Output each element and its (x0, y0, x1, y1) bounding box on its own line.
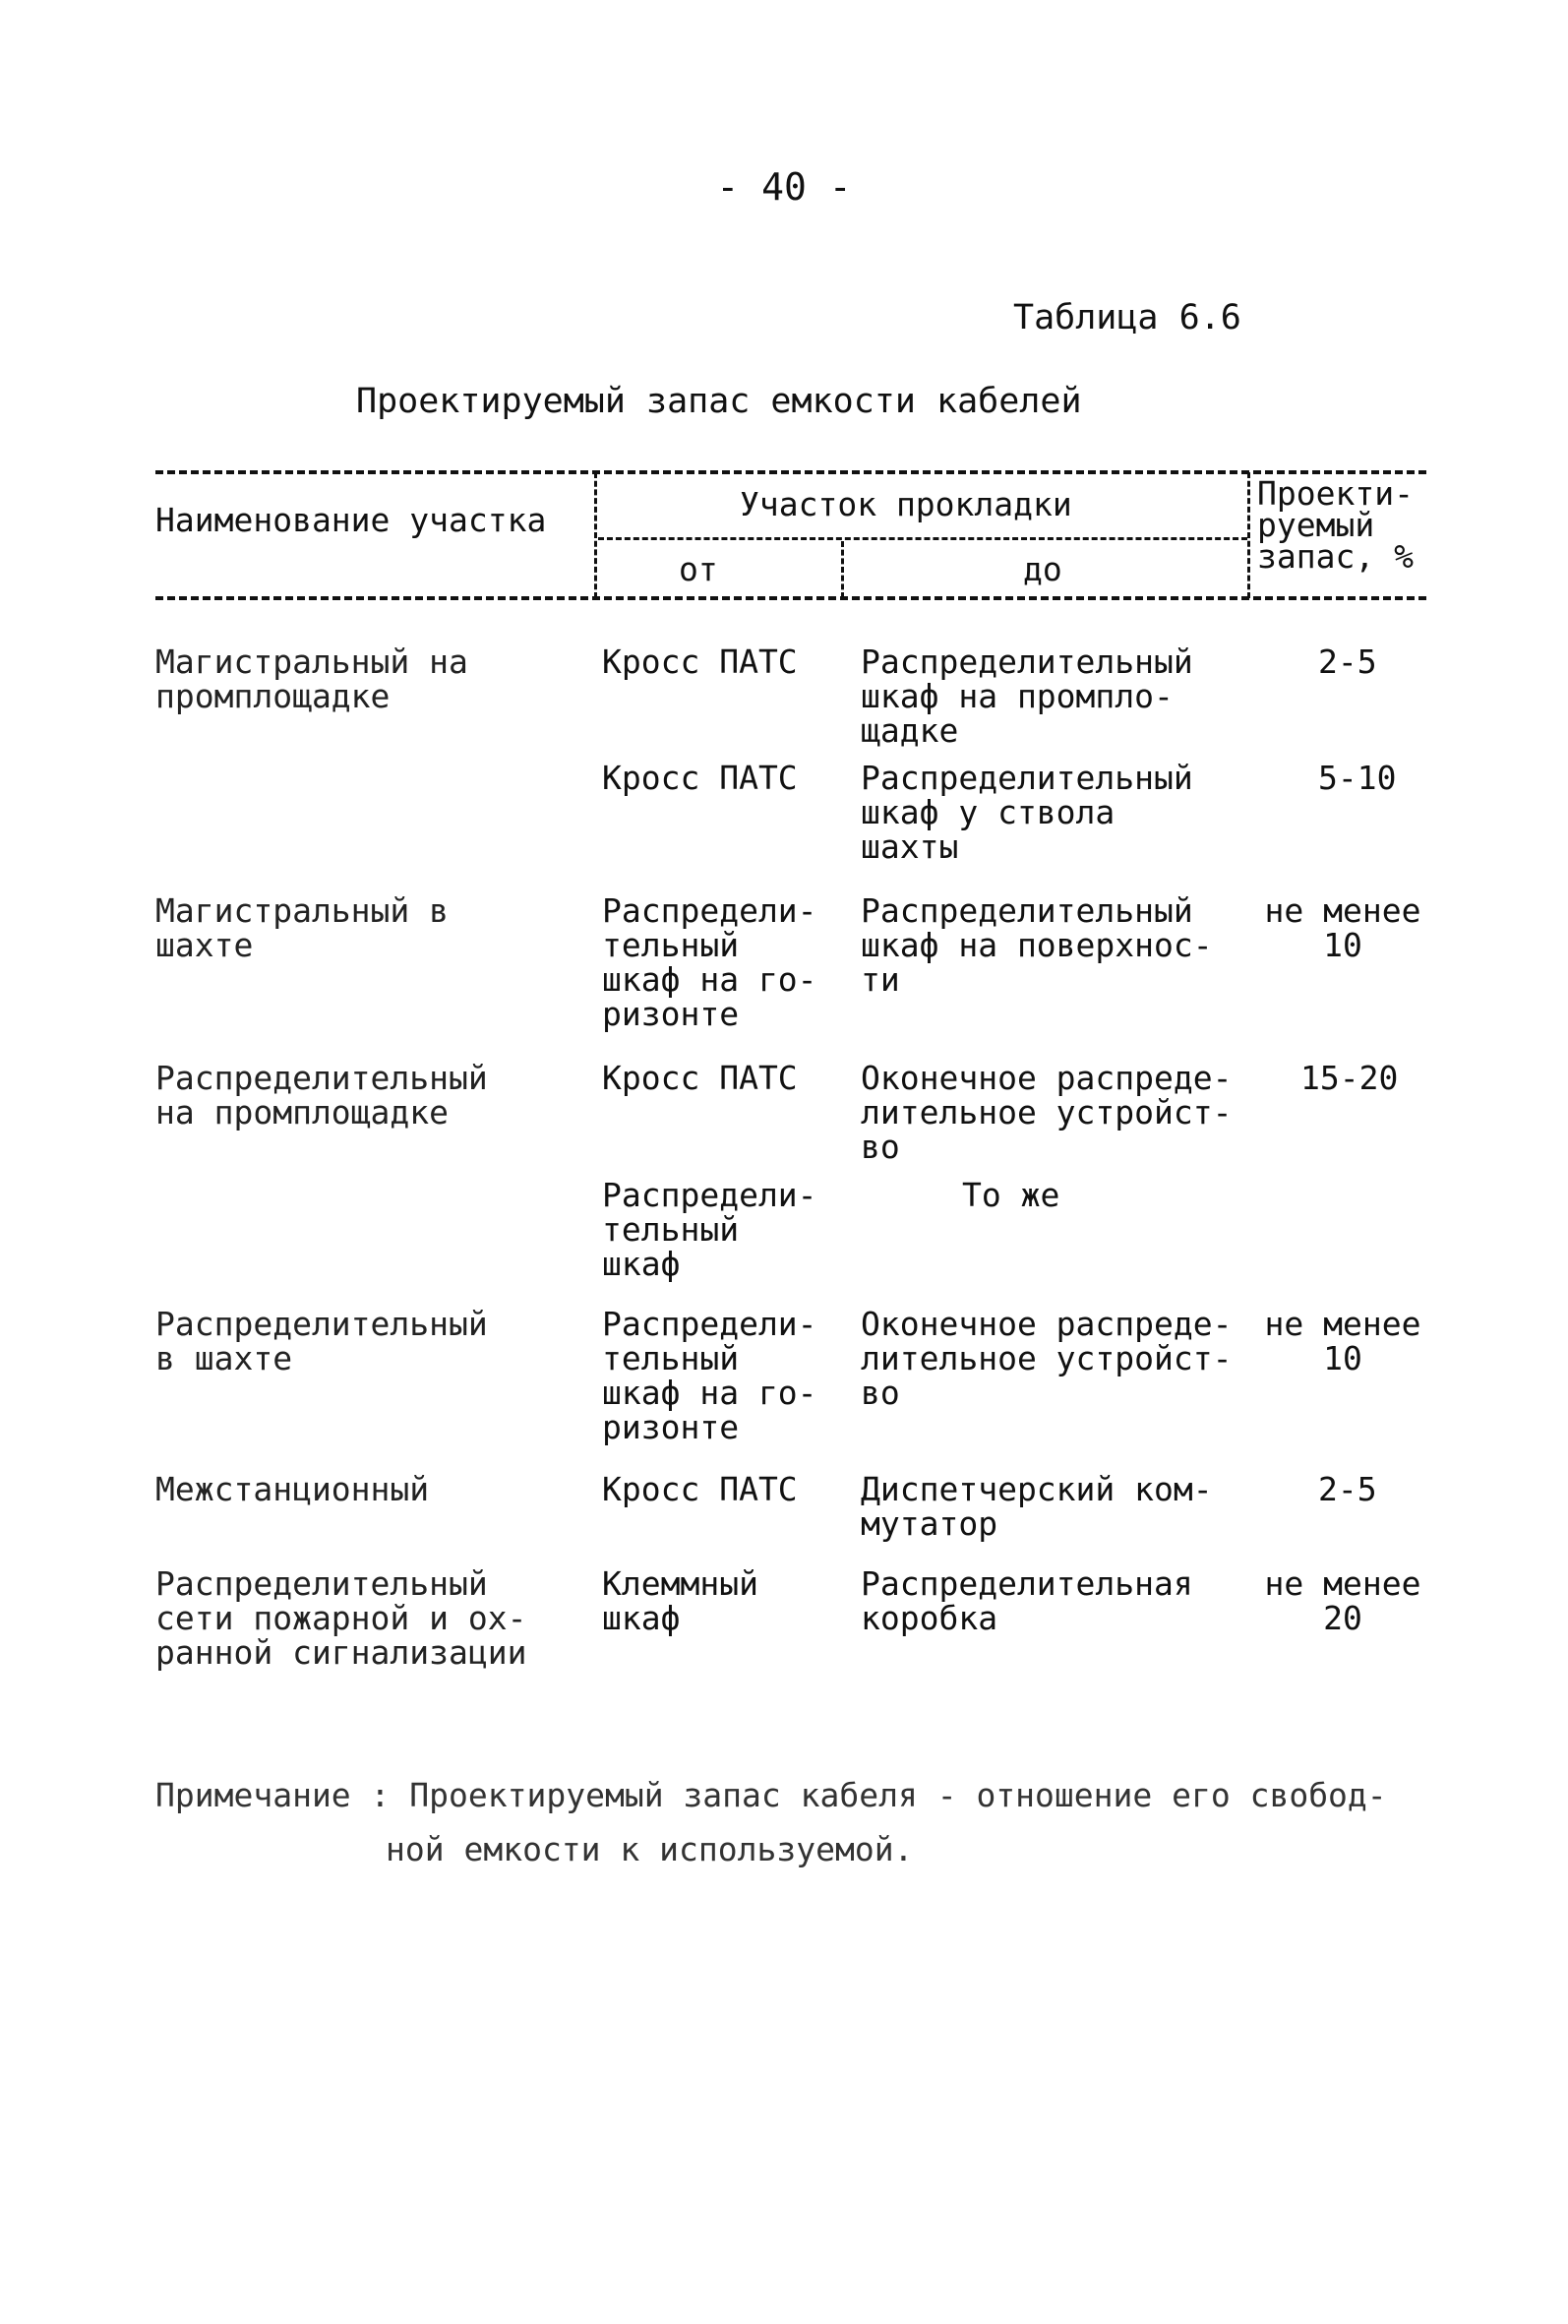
row-2-to: Распределительный шкаф у ствола шахты (861, 759, 1193, 866)
header-reserve: Проекти- руемый запас, % (1257, 474, 1414, 576)
row-8-from: Клеммный шкаф (602, 1564, 758, 1637)
row-8-name: Распределительный сети пожарной и ох- ранной сигнализации (155, 1564, 527, 1672)
header-divider-3 (1247, 472, 1250, 598)
row-7-reserve: 2-5 (1318, 1470, 1377, 1508)
row-8-reserve: не менее 20 (1264, 1564, 1421, 1637)
footnote-line-2: ной емкости к используемой. (386, 1830, 914, 1868)
row-4-name: Распределительный на промплощадке (155, 1059, 488, 1131)
table-number: Таблица 6.6 (1013, 298, 1241, 337)
row-7-name: Межстанционный (155, 1470, 430, 1508)
row-6-reserve: не менее 10 (1264, 1305, 1421, 1377)
row-4-to: Оконечное распреде- лительное устройст- во (861, 1059, 1233, 1166)
row-6-to: Оконечное распреде- лительное устройст- во (861, 1305, 1233, 1412)
header-bottom-rule (155, 596, 1426, 600)
page-number: - 40 - (716, 165, 852, 209)
row-3-from: Распредели- тельный шкаф на го- ризонте (602, 891, 817, 1033)
header-from: от (679, 550, 718, 588)
row-3-to: Распределительный шкаф на поверхнос- ти (861, 891, 1213, 999)
row-1-to: Распределительный шкаф на промпло- щадке (861, 642, 1193, 750)
row-2-from: Кросс ПАТС (602, 759, 798, 797)
header-to: до (1023, 550, 1062, 588)
header-divider-2 (841, 541, 844, 598)
row-2-reserve: 5-10 (1318, 759, 1397, 797)
row-1-reserve: 2-5 (1318, 642, 1377, 681)
row-4-from: Кросс ПАТС (602, 1059, 798, 1097)
row-8-to: Распределительная коробка (861, 1564, 1193, 1637)
table-title: Проектируемый запас емкости кабелей (356, 382, 1082, 421)
footnote-line-1: Примечание : Проектируемый запас кабеля - отношение его свобод- (155, 1776, 1387, 1814)
header-name: Наименование участка (155, 501, 547, 539)
row-6-from: Распредели- тельный шкаф на го- ризонте (602, 1305, 817, 1446)
row-5-from: Распредели- тельный шкаф (602, 1176, 817, 1283)
row-5-to: То же (962, 1176, 1060, 1214)
row-1-name: Магистральный на промплощадке (155, 642, 468, 715)
row-7-to: Диспетчерский ком- мутатор (861, 1470, 1213, 1543)
row-6-name: Распределительный в шахте (155, 1305, 488, 1377)
header-divider-1 (594, 472, 597, 598)
header-top-rule (155, 470, 1426, 474)
row-7-from: Кросс ПАТС (602, 1470, 798, 1508)
row-3-reserve: не менее 10 (1264, 891, 1421, 964)
row-1-from: Кросс ПАТС (602, 642, 798, 681)
row-3-name: Магистральный в шахте (155, 891, 450, 964)
header-mid-rule (598, 537, 1247, 540)
row-4-reserve: 15-20 (1300, 1059, 1399, 1097)
header-route: Участок прокладки (740, 485, 1072, 523)
